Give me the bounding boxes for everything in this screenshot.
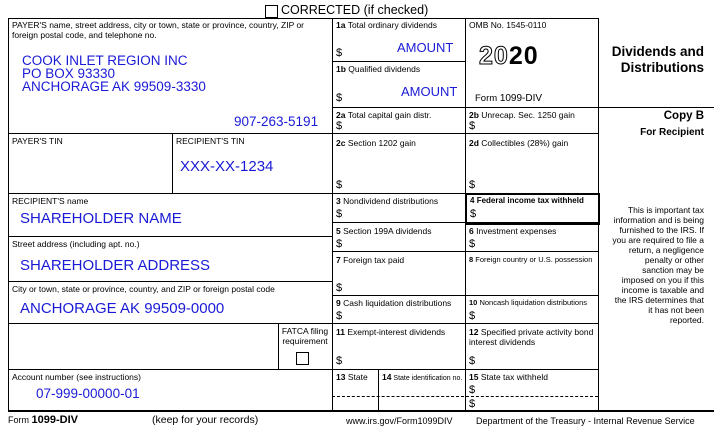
box-3-label: 3 Nondividend distributions (336, 196, 439, 206)
recipient-street-label: Street address (including apt. no.) (12, 239, 140, 249)
recipient-tin-label: RECIPIENT'S TIN (176, 136, 245, 146)
footer-url: www.irs.gov/Form1099DIV (346, 416, 453, 426)
recipient-street-value: SHAREHOLDER ADDRESS (20, 257, 211, 274)
for-recipient: For Recipient (640, 127, 704, 138)
footer-keep: (keep for your records) (152, 414, 259, 426)
box-2a-label: 2a Total capital gain distr. (336, 110, 432, 120)
box-13-label: 13 State (336, 372, 368, 382)
box-9-label: 9 Cash liquidation distributions (336, 298, 452, 308)
box-15-dollar-2: $ (469, 398, 476, 410)
box-11-dollar: $ (336, 355, 343, 367)
recipient-name-label: RECIPIENT'S name (12, 196, 89, 206)
box-1a-label: 1a Total ordinary dividends (336, 20, 437, 30)
box-2c-dollar: $ (336, 179, 343, 191)
box-15-label: 15 State tax withheld (469, 372, 548, 382)
box-3-dollar: $ (336, 208, 343, 220)
box-10-label: 10 Noncash liquidation distributions (469, 298, 588, 307)
box-7-label: 7 Foreign tax paid (336, 255, 405, 265)
box-8-label: 8 Foreign country or U.S. possession (469, 255, 593, 264)
box-14-label: 14 State identification no. (382, 372, 463, 382)
box-10-dollar: $ (469, 310, 476, 322)
payer-address-2: ANCHORAGE AK 99509-3330 (22, 79, 206, 94)
notice-text: This is important tax information and is being furnished to the IRS. If you are required to file a return, a negligence penalty or other sanction may be imposed on you if this income is taxable and the IRS determines that it has not been reported. (612, 205, 704, 325)
box-5-label: 5 Section 199A dividends (336, 226, 432, 236)
box-1b-dollar: $ (336, 92, 343, 104)
account-value: 07-999-00000-01 (36, 386, 140, 401)
fatca-checkbox[interactable] (296, 352, 309, 365)
payer-label: PAYER'S name, street address, city or town, state or province, country, ZIP or foreign postal code, and telephone no. (12, 20, 305, 40)
box-2c-label: 2c Section 1202 gain (336, 138, 416, 148)
omb-number: OMB No. 1545-0110 (469, 20, 547, 30)
footer-form-name: Form 1099-DIV (8, 414, 78, 426)
box-2d-dollar: $ (469, 179, 476, 191)
payer-address-1: PO BOX 93330 (22, 66, 116, 81)
tax-year: 2020 (479, 42, 539, 70)
corrected-label: CORRECTED (if checked) (281, 3, 429, 17)
copy-b: Copy B (663, 110, 704, 122)
corrected-checkbox[interactable] (265, 5, 278, 18)
fatca-label: FATCA filing requirement (281, 326, 329, 346)
box-4-label: 4 Federal income tax withheld (470, 196, 584, 205)
payer-phone: 907-263-5191 (234, 114, 319, 129)
box-1b-value: AMOUNT (401, 84, 458, 99)
box-12-dollar: $ (469, 355, 476, 367)
payer-tin-label: PAYER'S TIN (12, 136, 63, 146)
box-2d-label: 2d Collectibles (28%) gain (469, 138, 569, 148)
box-1b-label: 1b Qualified dividends (336, 64, 421, 74)
box-2b-label: 2b Unrecap. Sec. 1250 gain (469, 110, 575, 120)
box-9-dollar: $ (336, 310, 343, 322)
box-2a-dollar: $ (336, 120, 343, 132)
box-11-label: 11 Exempt-interest dividends (336, 327, 446, 337)
box-1a-value: AMOUNT (397, 40, 454, 55)
recipient-tin-value: XXX-XX-1234 (180, 158, 274, 175)
form-title: Dividends and Distributions (611, 44, 704, 75)
box-2b-dollar: $ (469, 120, 476, 132)
recipient-name-value: SHAREHOLDER NAME (20, 210, 182, 227)
account-label: Account number (see instructions) (12, 372, 141, 382)
recipient-city-value: ANCHORAGE AK 99509-0000 (20, 300, 225, 317)
box-1a-dollar: $ (336, 47, 343, 59)
box-4-dollar: $ (470, 208, 477, 220)
box-5-dollar: $ (336, 238, 343, 250)
omb-form-name: Form 1099-DIV (475, 93, 543, 104)
box-15-dollar-1: $ (469, 384, 476, 396)
payer-name: COOK INLET REGION INC (22, 53, 188, 68)
box-6-label: 6 Investment expenses (469, 226, 557, 236)
box-6-dollar: $ (469, 238, 476, 250)
box-12-label: 12 Specified private activity bond interest dividends (469, 327, 594, 347)
footer-dept: Department of the Treasury - Internal Revenue Service (476, 416, 695, 426)
recipient-city-label: City or town, state or province, country, and ZIP or foreign postal code (12, 284, 275, 294)
box-7-dollar: $ (336, 282, 343, 294)
